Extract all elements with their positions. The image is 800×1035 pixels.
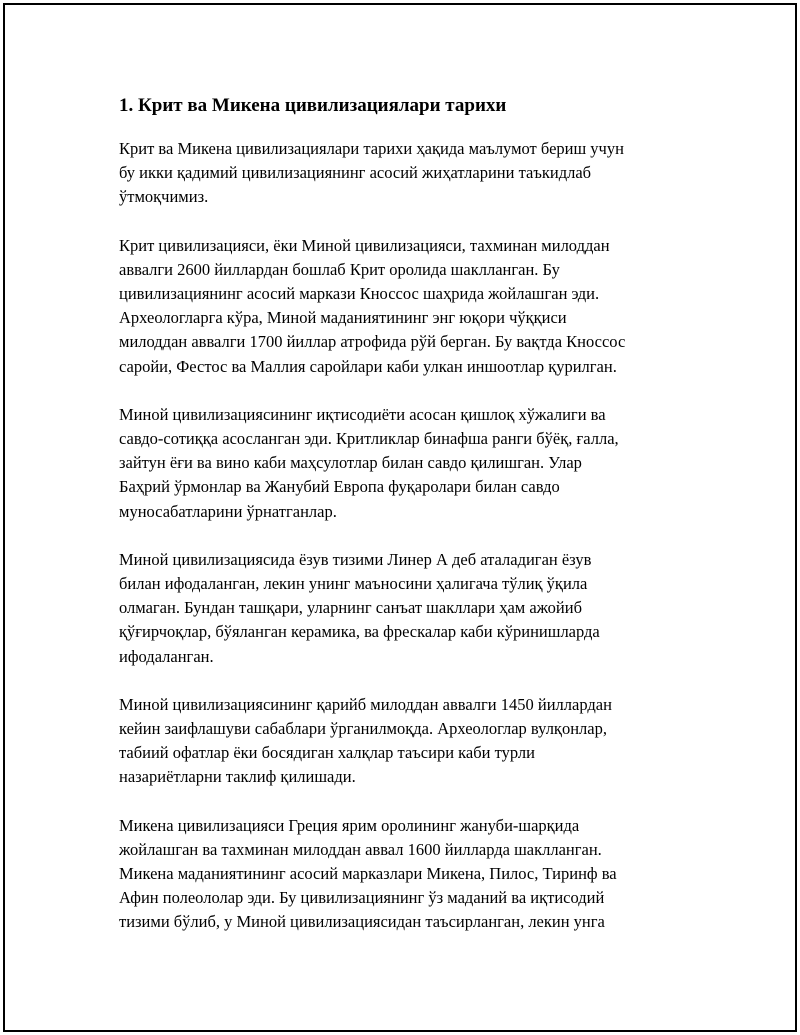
paragraph-intro [119, 137, 699, 210]
text-line: бу икки қадимий цивилизациянинг асосий жиҳатларини таъкидлаб [119, 163, 592, 183]
text-line: тизими бўлиб, у Миной цивилизациясидан таъсирланган, лекин унга [119, 912, 605, 932]
text-line: Афин полеололар эди. Бу цивилизациянинг ўз маданий ва иқтисодий [119, 888, 605, 908]
text-line: Крит ва Микена цивилизациялари тарихи ҳақида маълумот бериш учун [119, 139, 624, 158]
text-line: саройи, Фестос ва Маллия саройлари каби улкан иншоотлар қурилган. [119, 356, 617, 376]
text-line: жойлашган ва тахминан милоддан аввал 1600 йилларда шаклланган. [119, 839, 602, 859]
text-line: билан ифодаланган, лекин унинг маъносини ҳалигача тўлиқ ўқила [119, 574, 588, 594]
paragraph-crete [119, 234, 699, 379]
text-line: Миной цивилизациясининг қарийб милоддан аввалги 1450 йиллардан [119, 694, 612, 714]
text-line: ифодаланган. [119, 646, 214, 666]
section-heading: 1. Крит ва Микена цивилизациялари тарихи [119, 95, 507, 116]
text-line: табиий офатлар ёки босядиган халқлар таъсири каби турли [119, 743, 535, 763]
paragraph-decline [119, 693, 699, 790]
paragraph-writing [119, 548, 699, 669]
text-line: савдо-сотиққа асосланган эди. Критликлар бинафша ранги бўёқ, ғалла, [119, 429, 619, 449]
text-line: қўғирчоқлар, бўяланган керамика, ва фрескалар каби кўринишларда [119, 622, 600, 642]
text-line: зайтун ёғи ва вино каби маҳсулотлар билан савдо қилишган. Улар [119, 453, 582, 473]
text-line: Микена маданиятининг асосий марказлари Микена, Пилос, Тиринф ва [119, 864, 617, 884]
text-line: Крит цивилизацияси, ёки Миной цивилизацияси, тахминан милоддан [119, 235, 610, 255]
text-line: муносабатларини ўрнатганлар. [119, 501, 337, 521]
text-line: ўтмоқчимиз. [119, 187, 209, 207]
text-line: кейин заифлашуви сабаблари ўрганилмоқда. Археологлар вулқонлар, [119, 719, 607, 739]
paragraph-economy [119, 403, 699, 524]
text-line: Миной цивилизациясининг иқтисодиёти асосан қишлоқ хўжалиги ва [119, 404, 606, 424]
document-body [119, 92, 699, 959]
text-line: Баҳрий ўрмонлар ва Жанубий Европа фуқаролари билан савдо [119, 477, 560, 497]
text-line: Миной цивилизациясида ёзув тизими Линер А деб аталадиган ёзув [119, 549, 592, 569]
text-line: Археологларга кўра, Миной маданиятининг энг юқори чўққиси [119, 308, 567, 328]
text-line: олмаган. Бундан ташқари, уларнинг санъат шакллари ҳам ажойиб [119, 598, 582, 618]
text-line: аввалги 2600 йиллардан бошлаб Крит оролида шаклланган. Бу [119, 259, 560, 279]
paragraph-mycenae [119, 814, 699, 935]
text-line: цивилизациянинг асосий маркази Кноссос шаҳрида жойлашган эди. [119, 284, 600, 304]
text-line: назариётларни таклиф қилишади. [119, 767, 356, 787]
text-line: милоддан аввалги 1700 йиллар атрофида рўй берган. Бу вақтда Кноссос [119, 332, 626, 352]
text-line: Микена цивилизацияси Греция ярим оролининг жануби-шарқида [119, 815, 580, 835]
